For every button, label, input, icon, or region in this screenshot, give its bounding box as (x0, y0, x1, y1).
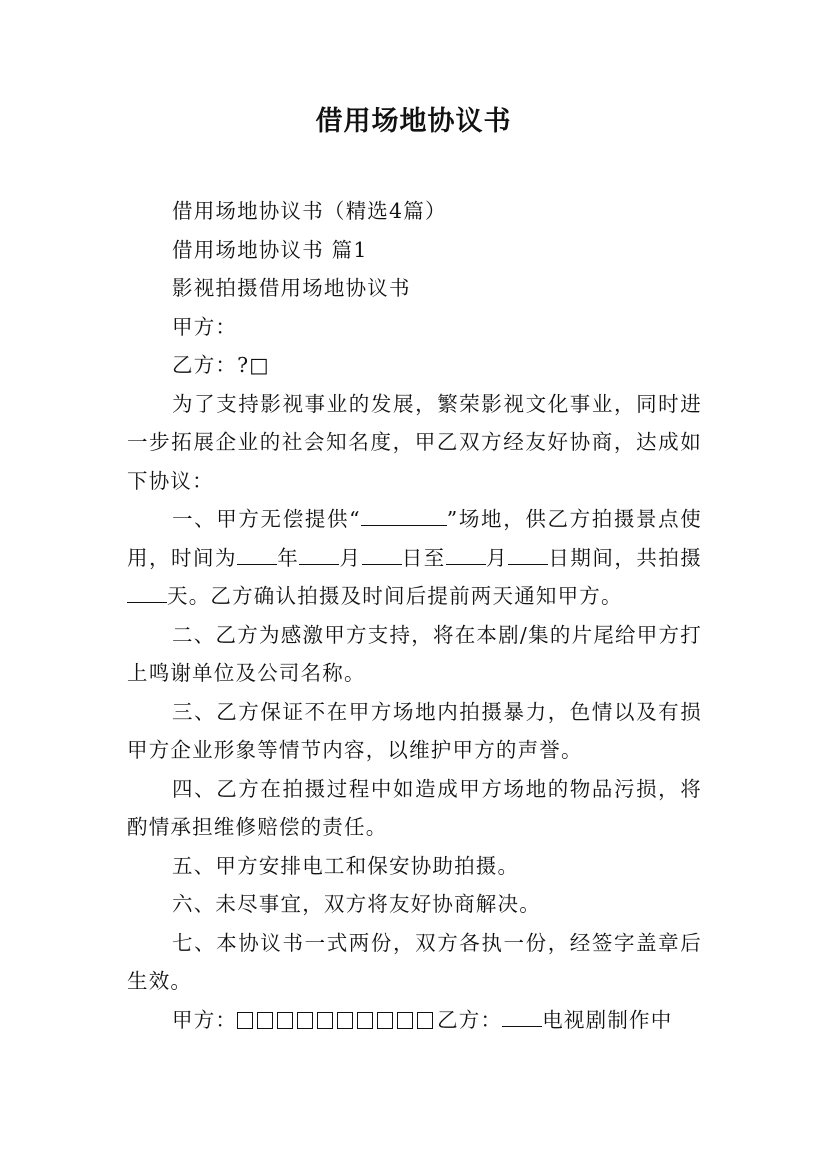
party-b-line: 乙方：?□ (172, 353, 270, 377)
clause-1 (127, 500, 702, 616)
box-icon (297, 1012, 313, 1029)
signature-line (127, 1001, 702, 1040)
subtitle-line: 借用场地协议书（精选4篇） (172, 199, 447, 223)
clause-1-year: 年 (276, 545, 300, 570)
clause-4: 四、乙方在拍摄过程中如造成甲方场地的物品污损，将酌情承担维修赔偿的责任。 (127, 776, 702, 839)
clause-1-end-month: 月 (485, 545, 509, 570)
day-blank (362, 544, 402, 565)
signature-party-b: 乙方： (437, 1007, 503, 1032)
clause-2: 二、乙方为感激甲方支持，将在本剧/集的片尾给甲方打上鸣谢单位及公司名称。 (127, 622, 702, 685)
clause-1-month: 月 (339, 545, 362, 570)
box-icon (397, 1012, 413, 1029)
box-icon (377, 1012, 393, 1029)
box-icon (337, 1012, 353, 1029)
signature-party-b-name: 电视剧制作中 (542, 1007, 673, 1032)
clause-1-period: 日期间，共拍摄 (548, 545, 703, 570)
end-month-blank (446, 544, 486, 565)
end-day-blank (508, 544, 548, 565)
box-icon (277, 1012, 293, 1029)
intro-paragraph: 为了支持影视事业的发展，繁荣影视文化事业，同时进一步拓展企业的社会知名度，甲乙双方经友好协商，达成如下协议： (127, 391, 702, 493)
signature-party-a: 甲方： (172, 1007, 238, 1032)
section-heading: 借用场地协议书 篇1 (172, 237, 368, 262)
box-icon (357, 1012, 373, 1029)
clause-3: 三、乙方保证不在甲方场地内拍摄暴力，色情以及有损甲方企业形象等情节内容，以维护甲方的声誉。 (127, 699, 702, 762)
clause-6: 六、未尽事宜，双方将友好协商解决。 (172, 892, 541, 916)
days-blank (127, 582, 167, 603)
clause-1-part-end: 天。乙方确认拍摄及时间后提前两天通知甲方。 (167, 584, 623, 608)
clause-7: 七、本协议书一式两份，双方各执一份，经签字盖章后生效。 (127, 930, 702, 993)
box-icon (417, 1012, 433, 1029)
box-icon (237, 1012, 253, 1029)
box-icon (257, 1012, 273, 1029)
agreement-name: 影视拍摄借用场地协议书 (172, 276, 411, 300)
party-b-name-blank (502, 1006, 542, 1027)
clause-1-part-a: 一、甲方无偿提供“ (172, 507, 361, 531)
venue-name-blank (361, 505, 447, 526)
party-a-line: 甲方： (172, 314, 238, 339)
clause-5: 五、甲方安排电工和保安协助拍摄。 (172, 853, 520, 878)
signature-boxes (237, 1008, 437, 1032)
document-body (127, 192, 702, 1039)
box-icon (317, 1012, 333, 1029)
year-blank (237, 544, 277, 565)
clause-1-day-to: 日至 (401, 545, 446, 570)
clause-1-part-b: ”场地，供乙方拍摄景点使用，时间为 (127, 507, 702, 570)
month-blank (299, 544, 339, 565)
document-title: 借用场地协议书 (315, 106, 512, 137)
